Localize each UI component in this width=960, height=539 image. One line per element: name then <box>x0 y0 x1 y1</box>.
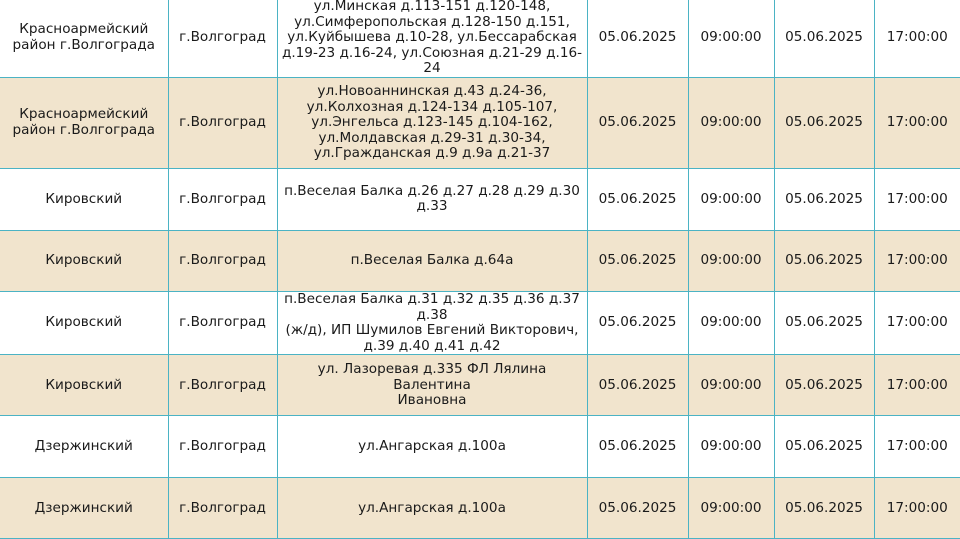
start-time-cell <box>688 77 774 168</box>
city-cell <box>168 355 277 416</box>
end-date-text: 05.06.2025 <box>785 314 863 331</box>
start-time-cell <box>688 168 774 230</box>
end-time-cell <box>874 0 960 77</box>
address-line: Ивановна <box>397 392 467 409</box>
table-row <box>0 77 960 168</box>
start-time-text: 09:00:00 <box>700 114 762 131</box>
address-line: д.39 д.40 д.41 д.42 <box>363 337 501 354</box>
address-line: ул.Симферопольская д.128-150 д.151, <box>294 13 570 30</box>
start-date-text: 05.06.2025 <box>598 314 677 331</box>
district-text: Кировский <box>45 252 123 269</box>
start-date-text: 05.06.2025 <box>598 376 677 393</box>
end-time-cell <box>874 478 960 539</box>
city-cell <box>168 0 277 77</box>
end-date-cell <box>774 0 874 77</box>
table-row <box>0 230 960 291</box>
address-line: п.Веселая Балка д.31 д.32 д.35 д.36 д.37 д.38 <box>284 291 580 323</box>
end-time-cell <box>874 77 960 168</box>
table-row <box>0 291 960 354</box>
end-time-text: 17:00:00 <box>886 114 948 131</box>
address-line: ул. Лазоревая д.335 ФЛ Лялина Валентина <box>317 360 547 393</box>
city-text: г.Волгоград <box>179 252 266 269</box>
district-cell <box>0 416 168 478</box>
address-cell <box>277 230 587 291</box>
address-cell <box>277 416 587 478</box>
start-date-cell <box>587 230 688 291</box>
city-text: г.Волгоград <box>179 438 266 455</box>
end-date-text: 05.06.2025 <box>785 190 863 207</box>
end-date-text: 05.06.2025 <box>785 114 863 131</box>
start-date-text: 05.06.2025 <box>598 114 677 131</box>
address-line: ул.Колхозная д.124-134 д.105-107, <box>306 98 558 115</box>
start-time-text: 09:00:00 <box>700 252 762 269</box>
end-date-cell <box>774 355 874 416</box>
city-cell <box>168 230 277 291</box>
address-line: ул.Новоаннинская д.43 д.24-36, <box>317 82 547 99</box>
city-cell <box>168 168 277 230</box>
end-date-cell <box>774 168 874 230</box>
start-time-text: 09:00:00 <box>700 314 762 331</box>
city-text: г.Волгоград <box>179 376 266 393</box>
address-cell <box>277 168 587 230</box>
address-line: ул.Гражданская д.9 д.9а д.21-37 <box>313 145 551 162</box>
city-cell <box>168 478 277 539</box>
end-time-cell <box>874 168 960 230</box>
district-cell <box>0 0 168 77</box>
start-date-text: 05.06.2025 <box>598 252 677 269</box>
start-date-cell <box>587 355 688 416</box>
district-cell <box>0 168 168 230</box>
district-text: Кировский <box>45 314 123 331</box>
start-time-text: 09:00:00 <box>700 376 762 393</box>
start-date-cell <box>587 416 688 478</box>
table-row <box>0 0 960 77</box>
end-date-cell <box>774 291 874 354</box>
table-row <box>0 478 960 539</box>
end-date-text: 05.06.2025 <box>785 252 863 269</box>
address-cell <box>277 0 587 77</box>
start-time-text: 09:00:00 <box>700 29 762 46</box>
start-date-cell <box>587 291 688 354</box>
city-text: г.Волгоград <box>179 314 266 331</box>
end-time-text: 17:00:00 <box>886 29 948 46</box>
district-text: Красноармейский район г.Волгограда <box>12 106 155 138</box>
address-line: ул.Молдавская д.29-31 д.30-34, <box>318 129 546 146</box>
address-line: ул.Ангарская д.100а <box>358 499 506 516</box>
end-time-text: 17:00:00 <box>886 499 948 516</box>
end-time-cell <box>874 291 960 354</box>
start-date-cell <box>587 478 688 539</box>
end-time-text: 17:00:00 <box>886 376 948 393</box>
district-text: Дзержинский <box>34 499 133 516</box>
end-date-cell <box>774 416 874 478</box>
address-cell <box>277 291 587 354</box>
city-cell <box>168 291 277 354</box>
district-text: Дзержинский <box>34 438 133 455</box>
start-date-text: 05.06.2025 <box>598 438 677 455</box>
district-cell <box>0 478 168 539</box>
district-text: Кировский <box>45 376 123 393</box>
start-time-cell <box>688 291 774 354</box>
end-time-cell <box>874 355 960 416</box>
city-cell <box>168 77 277 168</box>
district-cell <box>0 77 168 168</box>
end-time-text: 17:00:00 <box>886 190 948 207</box>
district-cell <box>0 230 168 291</box>
address-line: ул.Минская д.113-151 д.120-148, <box>313 0 551 14</box>
start-time-text: 09:00:00 <box>700 190 762 207</box>
district-cell <box>0 291 168 354</box>
start-time-text: 09:00:00 <box>700 438 762 455</box>
start-date-cell <box>587 0 688 77</box>
address-cell <box>277 355 587 416</box>
start-time-text: 09:00:00 <box>700 499 762 516</box>
district-text: Красноармейский район г.Волгограда <box>12 21 155 53</box>
start-time-cell <box>688 416 774 478</box>
start-date-text: 05.06.2025 <box>598 499 677 516</box>
city-text: г.Волгоград <box>179 114 266 131</box>
address-line: д.19-23 д.16-24, ул.Союзная д.21-29 д.16-24 <box>281 44 583 77</box>
end-date-text: 05.06.2025 <box>785 376 863 393</box>
start-date-cell <box>587 168 688 230</box>
end-date-cell <box>774 478 874 539</box>
city-text: г.Волгоград <box>179 499 266 516</box>
end-time-cell <box>874 230 960 291</box>
city-cell <box>168 416 277 478</box>
end-date-cell <box>774 230 874 291</box>
end-time-cell <box>874 416 960 478</box>
table-row <box>0 416 960 478</box>
start-time-cell <box>688 478 774 539</box>
table-row <box>0 355 960 416</box>
address-cell <box>277 77 587 168</box>
address-cell <box>277 478 587 539</box>
start-time-cell <box>688 230 774 291</box>
start-date-cell <box>587 77 688 168</box>
end-date-cell <box>774 77 874 168</box>
end-time-text: 17:00:00 <box>886 438 948 455</box>
start-date-text: 05.06.2025 <box>598 29 677 46</box>
district-text: Кировский <box>45 190 123 207</box>
address-line: (ж/д), ИП Шумилов Евгений Викторович, <box>285 322 579 339</box>
city-text: г.Волгоград <box>179 190 266 207</box>
address-line: п.Веселая Балка д.26 д.27 д.28 д.29 д.30 д.33 <box>284 182 580 215</box>
address-line: ул.Энгельса д.123-145 д.104-162, <box>311 114 553 131</box>
end-time-text: 17:00:00 <box>886 252 948 269</box>
address-line: ул.Куйбышева д.10-28, ул.Бессарабская <box>287 29 577 46</box>
end-date-text: 05.06.2025 <box>785 499 863 516</box>
start-time-cell <box>688 0 774 77</box>
city-text: г.Волгоград <box>179 29 266 46</box>
table-row <box>0 168 960 230</box>
start-time-cell <box>688 355 774 416</box>
end-date-text: 05.06.2025 <box>785 438 863 455</box>
address-line: п.Веселая Балка д.64а <box>350 252 514 269</box>
end-time-text: 17:00:00 <box>886 314 948 331</box>
start-date-text: 05.06.2025 <box>598 190 677 207</box>
district-cell <box>0 355 168 416</box>
end-date-text: 05.06.2025 <box>785 29 863 46</box>
address-line: ул.Ангарская д.100а <box>358 438 506 455</box>
